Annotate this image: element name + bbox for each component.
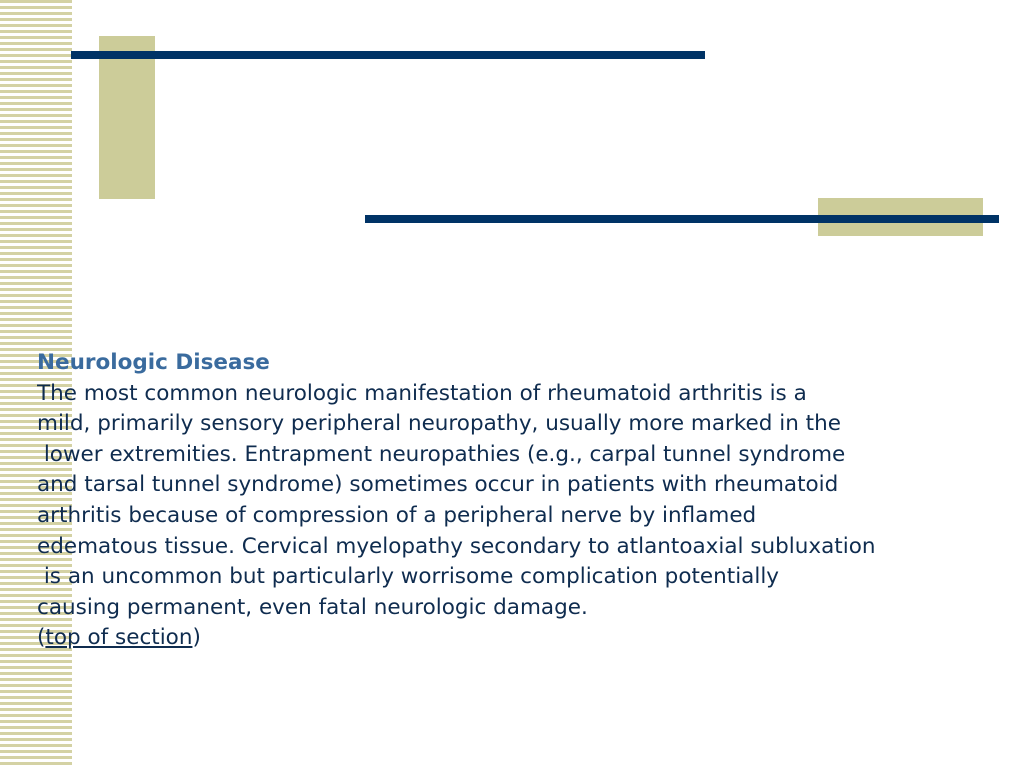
top-of-section-link[interactable]: top of section (45, 625, 193, 651)
body-line: causing permanent, even fatal neurologic damage. (37, 594, 588, 620)
decorative-navy-rule-top (71, 51, 705, 59)
body-line: is an uncommon but particularly worrisome complication potentially (37, 564, 780, 590)
decorative-navy-rule-bottom (365, 215, 999, 223)
body-line: mild, primarily sensory peripheral neuropathy, usually more marked in the (37, 411, 841, 437)
slide-content (37, 348, 1022, 654)
link-open-paren: ( (37, 625, 46, 651)
body-line: The most common neurologic manifestation of rheumatoid arthritis is a (37, 380, 807, 406)
body-line: arthritis because of compression of a peripheral nerve by inflamed (37, 502, 757, 528)
link-close-paren: ) (192, 625, 201, 651)
body-line: edematous tissue. Cervical myelopathy secondary to atlantoaxial subluxation (37, 533, 876, 559)
section-heading: Neurologic Disease (37, 350, 270, 375)
decorative-khaki-block-vertical (99, 36, 155, 199)
top-of-section-line (37, 623, 1022, 654)
body-line: lower extremities. Entrapment neuropathies (e.g., carpal tunnel syndrome (37, 441, 846, 467)
body-line: and tarsal tunnel syndrome) sometimes occur in patients with rheumatoid (37, 472, 839, 498)
